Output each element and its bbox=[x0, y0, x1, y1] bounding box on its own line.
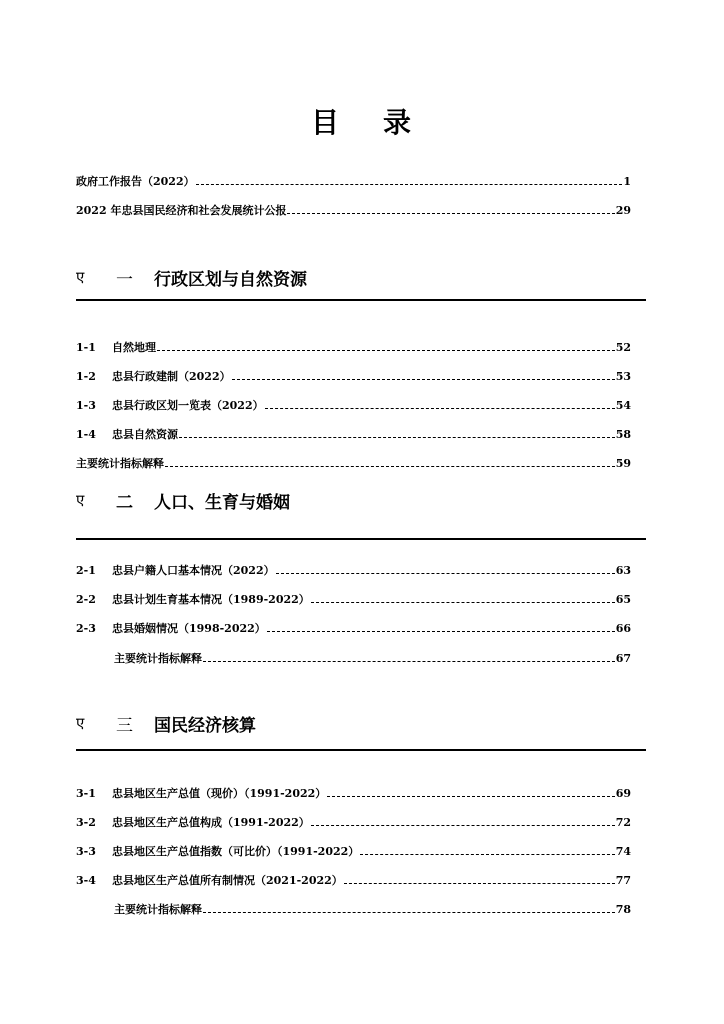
toc-entry-number: 3-2 bbox=[76, 816, 96, 829]
section-title: 人口、生育与婚姻 bbox=[154, 492, 290, 513]
toc-entry-number: 2-2 bbox=[76, 593, 96, 606]
toc-entry-page: 54 bbox=[615, 399, 631, 412]
toc-entry-text: 2022 年忠县国民经济和社会发展统计公报 bbox=[76, 204, 287, 217]
toc-entry-number: 3-3 bbox=[76, 845, 96, 858]
dot-leader bbox=[203, 661, 615, 662]
toc-entry-text: 政府工作报告（2022） bbox=[76, 175, 195, 188]
dot-leader bbox=[165, 466, 615, 467]
section-heading-2[interactable] bbox=[76, 485, 646, 515]
dot-leader bbox=[179, 437, 615, 438]
toc-entry-page: 53 bbox=[615, 370, 631, 383]
section-title: 行政区划与自然资源 bbox=[154, 269, 307, 290]
dot-leader bbox=[203, 912, 615, 913]
dot-leader bbox=[265, 408, 615, 409]
dot-leader bbox=[311, 602, 615, 603]
toc-entry[interactable] bbox=[76, 589, 631, 607]
toc-entry-number: 3-4 bbox=[76, 874, 96, 887]
toc-entry[interactable] bbox=[76, 841, 631, 859]
toc-entry-text: 忠县地区生产总值指数（可比价）（1991-2022） bbox=[112, 845, 360, 858]
toc-entry-page: 63 bbox=[615, 564, 631, 577]
toc-entry-text: 忠县地区生产总值（现价）（1991-2022） bbox=[112, 787, 327, 800]
dot-leader bbox=[276, 573, 615, 574]
toc-entry-text: 忠县计划生育基本情况（1989-2022） bbox=[112, 593, 310, 606]
toc-entry[interactable] bbox=[76, 812, 631, 830]
dot-leader bbox=[344, 883, 615, 884]
section-mark-icon: ए bbox=[76, 268, 85, 286]
toc-entry-government-report[interactable] bbox=[76, 171, 631, 189]
toc-entry-text: 忠县行政建制（2022） bbox=[112, 370, 231, 383]
toc-entry[interactable] bbox=[76, 395, 631, 413]
toc-entry-statistical-bulletin[interactable] bbox=[76, 200, 631, 218]
section-mark-icon: ए bbox=[76, 714, 85, 732]
toc-entry-text: 主要统计指标解释 bbox=[114, 652, 202, 665]
toc-entry-page: 52 bbox=[615, 341, 631, 354]
toc-entry-page: 66 bbox=[615, 622, 631, 635]
dot-leader bbox=[311, 825, 615, 826]
toc-entry-number: 3-1 bbox=[76, 787, 96, 800]
toc-entry-number: 2-1 bbox=[76, 564, 96, 577]
toc-entry-page: 1 bbox=[623, 175, 631, 188]
toc-entry[interactable] bbox=[76, 618, 631, 636]
toc-entry-explanation[interactable] bbox=[76, 453, 631, 471]
toc-entry-text: 忠县行政区划一览表（2022） bbox=[112, 399, 264, 412]
section-number: 一 bbox=[116, 269, 133, 290]
toc-entry[interactable] bbox=[76, 560, 631, 578]
dot-leader bbox=[157, 350, 615, 351]
title-char-2: 录 bbox=[383, 106, 414, 139]
section-number: 二 bbox=[116, 492, 133, 513]
dot-leader bbox=[360, 854, 614, 855]
toc-entry-page: 77 bbox=[615, 874, 631, 887]
toc-entry-page: 29 bbox=[615, 204, 631, 217]
toc-entry-text: 主要统计指标解释 bbox=[76, 457, 164, 470]
toc-entry-text: 主要统计指标解释 bbox=[114, 903, 202, 916]
dot-leader bbox=[267, 631, 615, 632]
toc-entry-text: 忠县婚姻情况（1998-2022） bbox=[112, 622, 266, 635]
toc-entry-text: 忠县户籍人口基本情况（2022） bbox=[112, 564, 275, 577]
page-title bbox=[0, 101, 724, 141]
title-char-1: 目 bbox=[310, 106, 341, 139]
toc-entry-page: 65 bbox=[615, 593, 631, 606]
section-heading-3[interactable] bbox=[76, 708, 646, 738]
dot-leader bbox=[232, 379, 615, 380]
toc-entry-page: 67 bbox=[615, 652, 631, 665]
toc-entry[interactable] bbox=[76, 366, 631, 384]
toc-entry-text: 自然地理 bbox=[112, 341, 156, 354]
toc-entry-text: 忠县地区生产总值所有制情况（2021-2022） bbox=[112, 874, 343, 887]
dot-leader bbox=[196, 184, 623, 185]
toc-entry[interactable] bbox=[76, 783, 631, 801]
section-mark-icon: ए bbox=[76, 491, 85, 509]
dot-leader bbox=[327, 796, 614, 797]
toc-entry-explanation[interactable] bbox=[114, 648, 631, 666]
section-number: 三 bbox=[116, 715, 133, 736]
toc-entry[interactable] bbox=[76, 337, 631, 355]
toc-entry-page: 74 bbox=[615, 845, 631, 858]
toc-entry-number: 2-3 bbox=[76, 622, 96, 635]
toc-entry-text: 忠县地区生产总值构成（1991-2022） bbox=[112, 816, 310, 829]
toc-entry-number: 1-1 bbox=[76, 341, 96, 354]
toc-entry-page: 72 bbox=[615, 816, 631, 829]
section-heading-1[interactable] bbox=[76, 262, 646, 292]
toc-entry-page: 59 bbox=[615, 457, 631, 470]
toc-entry[interactable] bbox=[76, 870, 631, 888]
toc-entry-number: 1-3 bbox=[76, 399, 96, 412]
section-divider bbox=[76, 538, 646, 540]
dot-leader bbox=[287, 213, 614, 214]
toc-entry-page: 69 bbox=[615, 787, 631, 800]
section-divider bbox=[76, 749, 646, 751]
toc-entry[interactable] bbox=[76, 424, 631, 442]
toc-entry-page: 78 bbox=[615, 903, 631, 916]
toc-entry-page: 58 bbox=[615, 428, 631, 441]
section-title: 国民经济核算 bbox=[154, 715, 256, 736]
toc-entry-explanation[interactable] bbox=[114, 899, 631, 917]
section-divider bbox=[76, 299, 646, 301]
toc-entry-number: 1-2 bbox=[76, 370, 96, 383]
toc-entry-text: 忠县自然资源 bbox=[112, 428, 178, 441]
toc-entry-number: 1-4 bbox=[76, 428, 96, 441]
